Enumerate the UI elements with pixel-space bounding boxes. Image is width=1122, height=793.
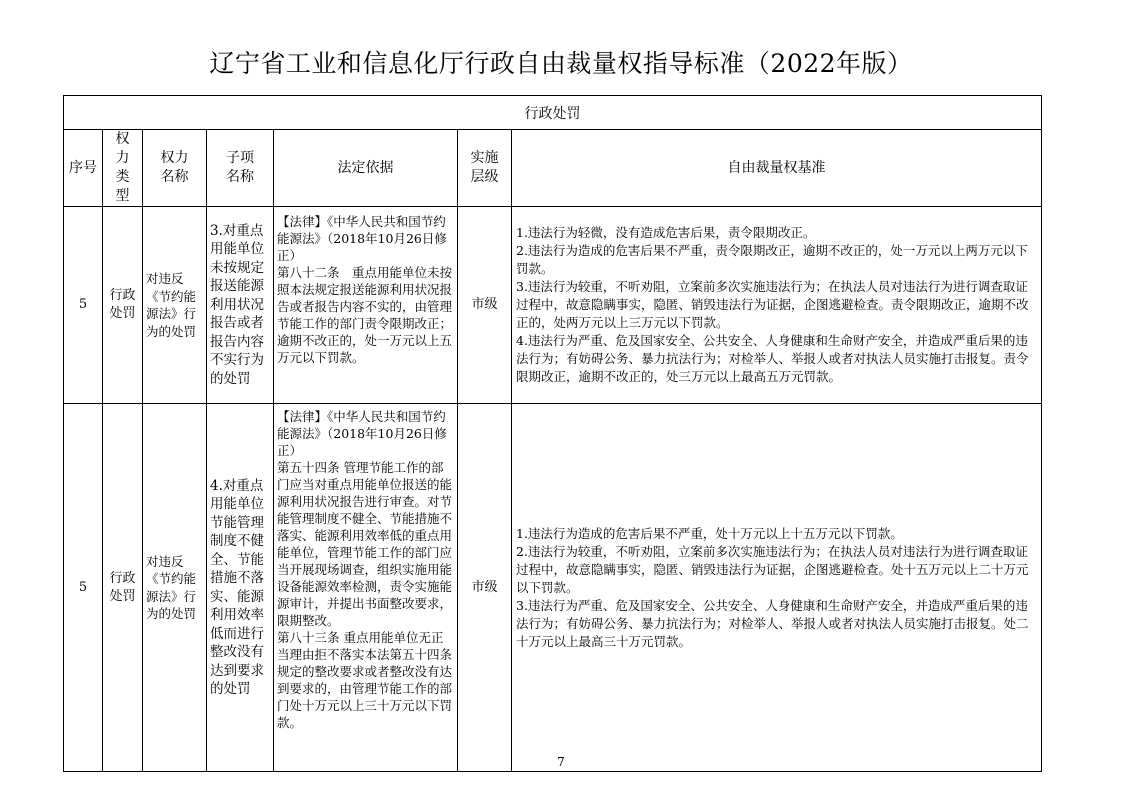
header-seq: 序号 <box>64 130 103 207</box>
section-row <box>64 96 1042 130</box>
header-standard: 自由裁量权基准 <box>512 130 1042 207</box>
row-standard <box>512 207 1042 404</box>
row-power-name: 对违反《节约能源法》行为的处罚 <box>143 404 207 772</box>
law-paragraph: 第八十三条 重点用能单位无正当理由拒不落实本法第五十四条规定的整改要求或者整改没有达到要求的，由管理节能工作的部门处十万元以上三十万元以下罚款。 <box>277 630 453 730</box>
row-level: 市级 <box>458 207 512 404</box>
page-number: 7 <box>557 755 565 769</box>
row-level: 市级 <box>458 404 512 772</box>
standard-item: 2.违法行为较重，不听劝阻，立案前多次实施违法行为；在执法人员对违法行为进行调查取证过程中，故意隐瞒事实，隐匿、销毁违法行为证据，企图逃避检查。处十五万元以上二十万元以下罚款。 <box>516 543 1029 595</box>
header-power-name: 权力名称 <box>143 130 207 207</box>
row-seq: 5 <box>64 404 103 772</box>
law-paragraph: 【法律】《中华人民共和国节约能源法》（2018年10月26日修正） <box>277 214 447 263</box>
row-seq: 5 <box>64 207 103 404</box>
header-power-type: 权力类型 <box>103 130 143 207</box>
law-paragraph: 第五十四条 管理节能工作的部门应当对重点用能单位报送的能源利用状况报告进行审查。对节能管理制度不健全、节能措施不落实、能源利用效率低的重点用能单位，管理节能工作的部门应当开展现场调查，组织实施用能设备能源效率检测，责令实施能源审计，并提出书面整改要求，限期整改。 <box>277 460 453 628</box>
standard-item: 3.违法行为严重、危及国家安全、公共安全、人身健康和生命财产安全，并造成严重后果的违法行为；有妨碍公务、暴力抗法行为；对检举人、举报人或者对执法人员实施打击报复。处二十万元以上最高三十万元罚款。 <box>516 597 1029 649</box>
row-power-type: 行政处罚 <box>103 207 143 404</box>
table-row <box>64 404 1042 772</box>
row-legal-basis <box>274 404 458 772</box>
page-title: 辽宁省工业和信息化厅行政自由裁量权指导标准（2022年版） <box>209 49 913 78</box>
guidance-table <box>63 95 1042 772</box>
standard-item: 3.违法行为较重，不听劝阻，立案前多次实施违法行为；在执法人员对违法行为进行调查取证过程中，故意隐瞒事实，隐匿、销毁违法行为证据，企图逃避检查。责令限期改正，逾期不改正的，处两万元以上三万元以下罚款。 <box>516 279 1029 330</box>
header-level: 实施层级 <box>458 130 512 207</box>
row-subitem-name: 3.对重点用能单位未按规定报送能源利用状况报告或者报告内容不实行为的处罚 <box>207 207 274 404</box>
row-power-name: 对违反《节约能源法》行为的处罚 <box>143 207 207 404</box>
law-paragraph: 【法律】《中华人民共和国节约能源法》（2018年10月26日修正） <box>277 409 447 458</box>
row-legal-basis <box>274 207 458 404</box>
standard-item: 2.违法行为造成的危害后果不严重，责令限期改正，逾期不改正的，处一万元以上两万元以下罚款。 <box>516 243 1028 276</box>
standard-item: 1.违法行为轻微，没有造成危害后果，责令限期改正。 <box>516 225 816 240</box>
row-power-type: 行政处罚 <box>103 404 143 772</box>
row-standard <box>512 404 1042 772</box>
header-subitem-name: 子项名称 <box>207 130 274 207</box>
section-title: 行政处罚 <box>64 96 1042 130</box>
header-legal-basis: 法定依据 <box>274 130 458 207</box>
row-subitem-name: 4.对重点用能单位节能管理制度不健全、节能措施不落实、能源利用效率低而进行整改没有达到要求的处罚 <box>207 404 274 772</box>
standard-item: 4.违法行为严重、危及国家安全、公共安全、人身健康和生命财产安全，并造成严重后果的违法行为；有妨碍公务、暴力抗法行为；对检举人、举报人或者对执法人员实施打击报复。责令限期改正，逾期不改正的，处三万元以上最高五万元罚款。 <box>516 333 1029 384</box>
standard-item: 1.违法行为造成的危害后果不严重，处十万元以上十五万元以下罚款。 <box>516 525 903 541</box>
header-row <box>64 130 1042 207</box>
law-paragraph: 第八十二条 重点用能单位未按照本法规定报送能源利用状况报告或者报告内容不实的，由管理节能工作的部门责令限期改正；逾期不改正的，处一万元以上五万元以下罚款。 <box>277 265 453 365</box>
table-row <box>64 207 1042 404</box>
